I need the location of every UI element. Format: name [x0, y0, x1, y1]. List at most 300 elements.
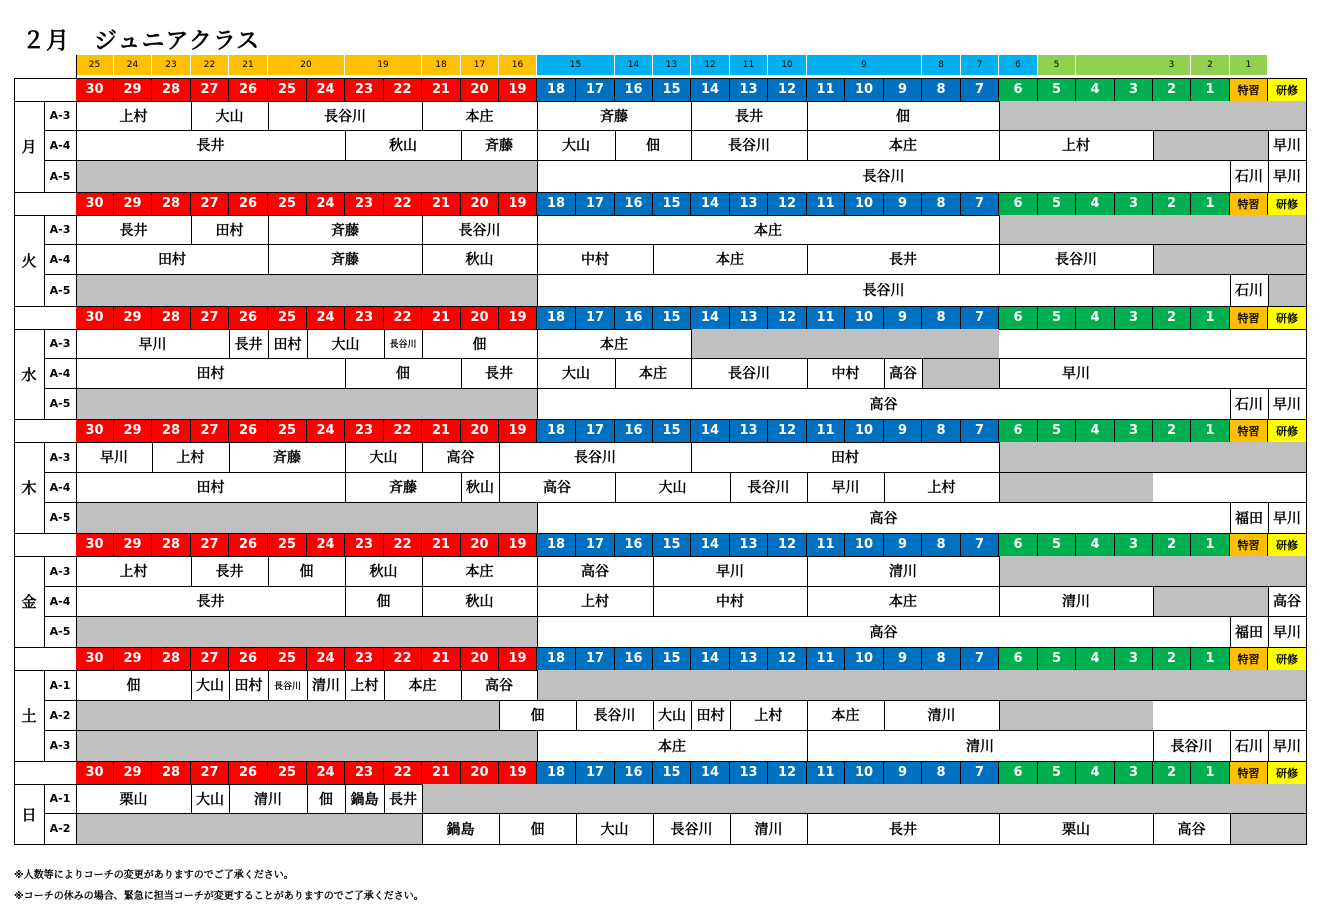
- grid-line: [653, 244, 654, 274]
- grid-line: [1306, 616, 1307, 647]
- date-cell-green: 4: [1076, 306, 1115, 329]
- grid-line: [499, 472, 500, 502]
- grid-line: [44, 215, 45, 306]
- top-number-orange: 22: [191, 55, 229, 75]
- empty-slot: [76, 274, 537, 306]
- grid-line: [76, 616, 77, 647]
- coach-cell: 長谷川: [458, 222, 501, 239]
- day-label: 月: [21, 138, 37, 156]
- grid-line: [44, 130, 1307, 131]
- grid-line: [76, 274, 77, 306]
- grid-line: [461, 130, 462, 160]
- grid-line: [615, 358, 616, 388]
- coach-cell: 高谷: [543, 480, 571, 496]
- date-cell-red: 25: [268, 192, 307, 215]
- date-cell-red: 24: [307, 419, 345, 442]
- level-label: A-1: [49, 792, 71, 805]
- date-cell-blue: 12: [768, 533, 807, 556]
- grid-line: [999, 586, 1000, 616]
- date-cell-blue: 7: [961, 419, 999, 442]
- date-cell-blue: 14: [691, 419, 730, 442]
- grid-line: [884, 700, 885, 730]
- date-cell-red: 30: [76, 192, 114, 215]
- coach-cell: 高谷: [869, 624, 898, 641]
- coach-cell: 上村: [350, 678, 379, 694]
- footnote-2: ※コーチの休みの場合、緊急に担当コーチが変更することがありますのでご了承ください。: [14, 891, 424, 902]
- date-cell-red: 29: [114, 647, 152, 670]
- grid-line: [999, 472, 1000, 502]
- date-cell-blue: 8: [922, 419, 961, 442]
- coach-cell: 長井: [889, 252, 917, 268]
- grid-line: [807, 730, 808, 761]
- coach-cell: 大山: [196, 791, 224, 808]
- date-cell-green: 6: [999, 419, 1038, 442]
- date-cell-blue: 7: [961, 78, 999, 101]
- date-cell-blue: 10: [845, 192, 884, 215]
- date-cell-blue: 15: [653, 761, 691, 784]
- level-label: A-3: [49, 450, 71, 464]
- coach-cell: 中村: [831, 366, 860, 382]
- date-cell-red: 26: [229, 78, 268, 101]
- date-cell-blue: 17: [576, 647, 615, 670]
- grid-line: [76, 160, 77, 192]
- empty-slot: [1153, 130, 1268, 160]
- date-cell-red: 30: [76, 306, 114, 329]
- date-cell-blue: 14: [691, 78, 730, 101]
- coach-cell: 早川: [1273, 624, 1301, 641]
- grid-line: [1306, 388, 1307, 419]
- date-cell-green: 3: [1115, 78, 1153, 101]
- date-cell-red: 22: [384, 306, 422, 329]
- grid-line: [44, 101, 45, 192]
- date-cell-blue: 18: [537, 647, 576, 670]
- date-cell-red: 22: [384, 419, 422, 442]
- grid-line: [653, 556, 654, 586]
- date-cell-blue: 8: [922, 761, 961, 784]
- kenshu-label: 研修: [1268, 647, 1306, 670]
- date-cell-red: 24: [307, 306, 345, 329]
- date-cell-green: 1: [1191, 761, 1230, 784]
- coach-cell: 高谷: [869, 396, 898, 413]
- coach-cell: 本庄: [831, 708, 860, 724]
- date-cell-green: 2: [1153, 533, 1191, 556]
- coach-cell: 上村: [176, 450, 205, 466]
- grid-line: [268, 101, 269, 130]
- date-cell-red: 24: [307, 533, 345, 556]
- grid-line: [1306, 784, 1307, 813]
- date-cell-green: 1: [1191, 306, 1230, 329]
- date-cell-green: 3: [1115, 192, 1153, 215]
- date-cell-blue: 17: [576, 192, 615, 215]
- grid-line: [1306, 813, 1307, 844]
- grid-line: [653, 700, 654, 730]
- grid-line: [191, 556, 192, 586]
- coach-cell: 長井: [735, 108, 763, 125]
- date-cell-red: 25: [268, 533, 307, 556]
- coach-cell: 佃: [530, 708, 545, 724]
- top-number-orange: 23: [152, 55, 191, 75]
- date-cell-red: 29: [114, 306, 152, 329]
- empty-slot: [76, 700, 499, 730]
- coach-cell: 中村: [716, 594, 744, 610]
- date-cell-red: 25: [268, 761, 307, 784]
- date-cell-blue: 14: [691, 306, 730, 329]
- top-number-blue: 7: [961, 55, 999, 75]
- date-cell-blue: 16: [615, 78, 653, 101]
- date-cell-blue: 13: [730, 419, 768, 442]
- coach-cell: 清川: [889, 564, 917, 580]
- date-cell-green: 5: [1038, 306, 1076, 329]
- grid-line: [229, 329, 230, 358]
- coach-cell: 佃: [319, 791, 333, 808]
- grid-line: [1153, 244, 1154, 274]
- empty-slot: [999, 472, 1153, 502]
- top-number-green: 3: [1153, 55, 1191, 75]
- date-cell-blue: 15: [653, 78, 691, 101]
- coach-cell: 早川: [831, 480, 860, 496]
- date-cell-red: 21: [422, 419, 461, 442]
- date-cell-green: 2: [1153, 647, 1191, 670]
- date-cell-red: 23: [345, 192, 384, 215]
- kenshu-label: 研修: [1268, 78, 1306, 101]
- grid-line: [537, 101, 538, 130]
- grid-line: [14, 192, 1307, 193]
- coach-cell: 早川: [1273, 510, 1301, 527]
- date-cell-blue: 18: [537, 78, 576, 101]
- coach-cell: 早川: [1062, 366, 1090, 382]
- grid-line: [1268, 274, 1269, 306]
- grid-line: [44, 670, 45, 761]
- grid-line: [14, 761, 1307, 762]
- date-cell-red: 29: [114, 761, 152, 784]
- top-number-blue: 14: [615, 55, 653, 75]
- grid-line: [730, 472, 731, 502]
- grid-line: [1306, 442, 1307, 472]
- grid-line: [345, 130, 346, 160]
- coach-cell: 秋山: [369, 564, 398, 580]
- top-number-orange: 21: [229, 55, 268, 75]
- coach-cell: 栗山: [1062, 821, 1090, 838]
- level-label: A-3: [49, 337, 71, 350]
- coach-cell: 長谷川: [324, 108, 366, 125]
- grid-line: [307, 329, 308, 358]
- grid-line: [653, 586, 654, 616]
- grid-line: [999, 442, 1000, 472]
- tokushu-label: 特習: [1230, 419, 1268, 442]
- grid-line: [422, 586, 423, 616]
- date-cell-green: 3: [1115, 533, 1153, 556]
- grid-line: [44, 472, 1307, 473]
- coach-cell: 長谷川: [593, 708, 636, 724]
- coach-cell: 高谷: [581, 564, 609, 580]
- date-cell-blue: 7: [961, 761, 999, 784]
- coach-cell: 長谷川: [728, 138, 770, 154]
- grid-line: [615, 472, 616, 502]
- grid-line: [1268, 160, 1269, 192]
- coach-cell: 清川: [254, 791, 282, 808]
- grid-line: [1306, 244, 1307, 274]
- date-cell-green: 3: [1115, 647, 1153, 670]
- grid-line: [44, 616, 1307, 617]
- date-cell-red: 19: [499, 306, 537, 329]
- date-cell-blue: 11: [807, 533, 845, 556]
- grid-line: [14, 533, 1307, 534]
- date-cell-blue: 12: [768, 419, 807, 442]
- coach-cell: 早川: [1273, 738, 1301, 755]
- date-cell-green: 6: [999, 306, 1038, 329]
- grid-line: [14, 419, 1307, 420]
- coach-cell: 上村: [927, 480, 956, 496]
- date-cell-red: 21: [422, 647, 461, 670]
- grid-line: [191, 670, 192, 700]
- grid-line: [191, 101, 192, 130]
- coach-cell: 田村: [273, 336, 302, 353]
- kenshu-label: 研修: [1268, 419, 1306, 442]
- coach-cell: 田村: [196, 366, 225, 382]
- grid-line: [44, 730, 1307, 731]
- empty-slot: [1230, 813, 1306, 844]
- coach-cell: 石川: [1235, 396, 1263, 413]
- date-cell-blue: 10: [845, 761, 884, 784]
- grid-line: [1306, 670, 1307, 700]
- coach-cell: 上村: [119, 108, 148, 125]
- date-cell-blue: 12: [768, 647, 807, 670]
- empty-slot: [76, 160, 537, 192]
- coach-cell: 秋山: [465, 594, 494, 610]
- date-cell-blue: 7: [961, 192, 999, 215]
- grid-line: [44, 586, 1307, 587]
- coach-cell: 長井: [234, 336, 263, 353]
- grid-line: [691, 329, 692, 358]
- empty-slot: [422, 784, 1306, 813]
- empty-slot: [76, 502, 537, 533]
- grid-line: [1230, 502, 1231, 533]
- tokushu-label: 特習: [1230, 761, 1268, 784]
- grid-line: [807, 472, 808, 502]
- coach-cell: 佃: [396, 366, 410, 382]
- grid-line: [1306, 160, 1307, 192]
- grid-line: [537, 730, 538, 761]
- coach-cell: 長谷川: [862, 169, 905, 185]
- grid-line: [345, 442, 346, 472]
- coach-cell: 田村: [234, 678, 263, 694]
- grid-line: [576, 700, 577, 730]
- date-cell-red: 29: [114, 533, 152, 556]
- date-cell-red: 25: [268, 78, 307, 101]
- grid-line: [807, 586, 808, 616]
- grid-line: [499, 700, 500, 730]
- grid-line: [807, 244, 808, 274]
- grid-line: [76, 442, 77, 472]
- coach-cell: 福田: [1235, 510, 1263, 527]
- top-number-blue: 10: [768, 55, 807, 75]
- date-cell-blue: 8: [922, 192, 961, 215]
- date-cell-green: 1: [1191, 533, 1230, 556]
- coach-cell: 長谷川: [670, 821, 713, 838]
- grid-line: [807, 556, 808, 586]
- grid-line: [1153, 130, 1154, 160]
- date-cell-red: 21: [422, 533, 461, 556]
- date-cell-red: 30: [76, 647, 114, 670]
- coach-cell: 石川: [1235, 738, 1263, 755]
- coach-cell: 秋山: [465, 252, 494, 268]
- level-label: A-4: [49, 594, 71, 608]
- date-cell-blue: 10: [845, 78, 884, 101]
- date-cell-green: 1: [1191, 78, 1230, 101]
- grid-line: [1306, 78, 1307, 101]
- coach-cell: 高谷: [485, 678, 513, 694]
- grid-line: [76, 215, 77, 244]
- date-cell-green: 4: [1076, 78, 1115, 101]
- level-label: A-2: [49, 822, 71, 835]
- coach-cell: 佃: [376, 594, 391, 610]
- coach-cell: 長谷川: [389, 340, 417, 350]
- date-cell-green: 4: [1076, 761, 1115, 784]
- date-cell-blue: 12: [768, 192, 807, 215]
- grid-line: [191, 215, 192, 244]
- date-cell-red: 28: [152, 761, 191, 784]
- grid-line: [76, 784, 77, 813]
- grid-line: [999, 700, 1000, 730]
- coach-cell: 長井: [215, 564, 244, 580]
- date-cell-green: 5: [1038, 419, 1076, 442]
- coach-cell: 本庄: [639, 366, 667, 382]
- date-cell-blue: 18: [537, 761, 576, 784]
- grid-line: [76, 101, 77, 130]
- grid-line: [537, 670, 538, 700]
- grid-line: [1306, 700, 1307, 730]
- grid-line: [268, 244, 269, 274]
- grid-line: [1268, 388, 1269, 419]
- grid-line: [730, 700, 731, 730]
- date-cell-blue: 17: [576, 78, 615, 101]
- date-cell-blue: 8: [922, 78, 961, 101]
- grid-line: [345, 472, 346, 502]
- grid-line: [345, 586, 346, 616]
- level-label: A-3: [49, 223, 71, 236]
- date-cell-green: 5: [1038, 192, 1076, 215]
- date-cell-blue: 13: [730, 192, 768, 215]
- date-cell-blue: 12: [768, 761, 807, 784]
- grid-line: [384, 329, 385, 358]
- date-cell-red: 19: [499, 761, 537, 784]
- coach-cell: 長井: [119, 222, 148, 239]
- coach-cell: 大山: [196, 678, 224, 694]
- grid-line: [999, 215, 1000, 244]
- grid-line: [191, 784, 192, 813]
- coach-cell: 長井: [196, 594, 225, 610]
- grid-line: [14, 647, 15, 761]
- date-cell-red: 30: [76, 419, 114, 442]
- date-cell-red: 26: [229, 192, 268, 215]
- date-cell-red: 19: [499, 647, 537, 670]
- date-cell-blue: 7: [961, 533, 999, 556]
- grid-line: [1268, 130, 1269, 160]
- grid-line: [807, 101, 808, 130]
- date-cell-red: 23: [345, 533, 384, 556]
- grid-line: [76, 130, 77, 160]
- coach-cell: 鍋島: [446, 821, 475, 838]
- date-cell-blue: 7: [961, 647, 999, 670]
- grid-line: [1306, 730, 1307, 761]
- coach-cell: 長井: [196, 138, 225, 154]
- date-cell-red: 20: [461, 761, 499, 784]
- coach-cell: 長谷川: [862, 283, 905, 299]
- coach-cell: 本庄: [889, 594, 917, 610]
- empty-slot: [1153, 244, 1306, 274]
- date-cell-green: 2: [1153, 761, 1191, 784]
- date-cell-blue: 11: [807, 78, 845, 101]
- coach-cell: 鍋島: [350, 791, 379, 808]
- grid-line: [1306, 586, 1307, 616]
- date-cell-red: 27: [191, 306, 229, 329]
- coach-cell: 福田: [1235, 624, 1263, 641]
- grid-line: [691, 101, 692, 130]
- date-cell-red: 23: [345, 647, 384, 670]
- coach-cell: 上村: [754, 708, 783, 724]
- grid-line: [1306, 419, 1307, 442]
- grid-line: [1268, 616, 1269, 647]
- day-label: 木: [21, 479, 37, 497]
- grid-line: [345, 556, 346, 586]
- grid-line: [384, 784, 385, 813]
- grid-line: [229, 442, 230, 472]
- kenshu-label: 研修: [1268, 306, 1306, 329]
- date-cell-blue: 15: [653, 533, 691, 556]
- grid-line: [461, 472, 462, 502]
- grid-line: [44, 700, 1307, 701]
- grid-line: [1230, 813, 1231, 844]
- coach-cell: 田村: [196, 480, 225, 496]
- grid-line: [307, 670, 308, 700]
- footnote-1: ※人数等によりコーチの変更がありますのでご了承ください。: [14, 870, 294, 881]
- date-cell-red: 19: [499, 419, 537, 442]
- date-cell-red: 22: [384, 192, 422, 215]
- grid-line: [14, 761, 15, 844]
- coach-cell: 大山: [562, 366, 590, 382]
- grid-line: [345, 670, 346, 700]
- date-cell-red: 20: [461, 533, 499, 556]
- grid-line: [268, 670, 269, 700]
- date-cell-blue: 17: [576, 533, 615, 556]
- grid-line: [1306, 647, 1307, 670]
- grid-line: [1306, 306, 1307, 329]
- grid-line: [1306, 329, 1307, 358]
- top-number-blue: 11: [730, 55, 768, 75]
- grid-line: [229, 670, 230, 700]
- grid-line: [14, 78, 15, 192]
- grid-line: [422, 556, 423, 586]
- grid-line: [76, 586, 77, 616]
- coach-cell: 佃: [299, 564, 314, 580]
- coach-cell: 田村: [696, 708, 725, 724]
- date-cell-blue: 9: [884, 192, 922, 215]
- grid-line: [1306, 192, 1307, 215]
- level-label: A-5: [49, 625, 71, 638]
- date-cell-blue: 16: [615, 192, 653, 215]
- grid-line: [1306, 502, 1307, 533]
- grid-line: [730, 813, 731, 844]
- coach-cell: 大山: [658, 480, 687, 496]
- date-cell-red: 24: [307, 192, 345, 215]
- level-label: A-1: [49, 678, 71, 692]
- grid-line: [44, 388, 1307, 389]
- coach-cell: 秋山: [466, 480, 494, 496]
- date-cell-red: 26: [229, 533, 268, 556]
- grid-line: [76, 244, 77, 274]
- coach-cell: 本庄: [465, 564, 494, 580]
- coach-cell: 石川: [1235, 169, 1263, 185]
